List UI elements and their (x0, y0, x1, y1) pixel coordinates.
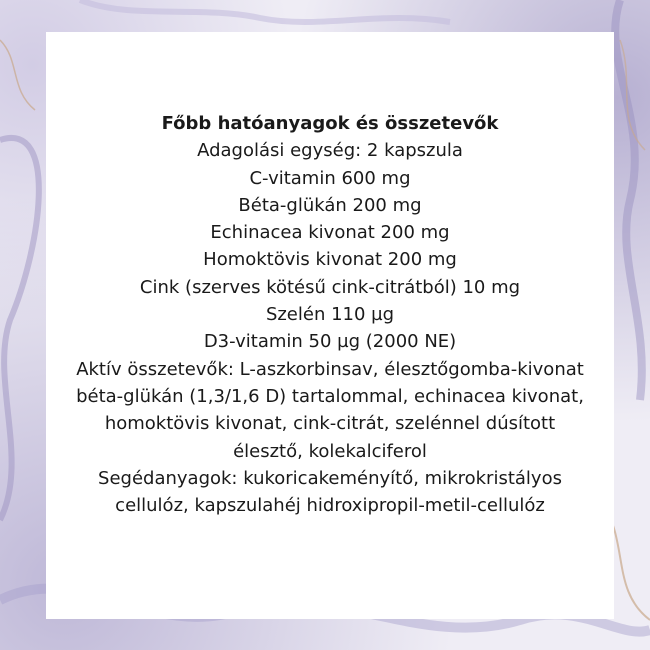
ingredients-card (46, 32, 614, 619)
ingredient-line: Echinacea kivonat 200 mg (210, 222, 450, 244)
ingredient-line: Aktív összetevők: L-aszkorbinsav, élesztőgomba-kivonat (76, 358, 584, 380)
ingredient-line: élesztő, kolekalciferol (233, 440, 427, 462)
ingredient-line: béta-glükán (1,3/1,6 D) tartalommal, echinacea kivonat, (76, 385, 584, 407)
ingredient-line: C-vitamin 600 mg (249, 167, 411, 189)
ingredient-line: D3-vitamin 50 µg (2000 NE) (203, 331, 457, 353)
ingredient-line: Adagolási egység: 2 kapszula (197, 140, 463, 162)
ingredients-text-block (46, 110, 614, 519)
ingredient-line: Béta-glükán 200 mg (238, 194, 422, 216)
ingredient-line: Segédanyagok: kukoricakeményítő, mikrokristályos (98, 467, 562, 489)
ingredient-line: Szelén 110 µg (265, 304, 395, 326)
ingredient-line: homoktövis kivonat, cink-citrát, szelénnel dúsított (104, 413, 556, 435)
ingredient-line: Cink (szerves kötésű cink-citrátból) 10 mg (139, 276, 521, 298)
ingredients-title: Főbb hatóanyagok és összetevők (161, 113, 499, 134)
ingredient-line: Homoktövis kivonat 200 mg (203, 249, 457, 271)
ingredient-line: cellulóz, kapszulahéj hidroxipropil-metil-cellulóz (115, 495, 545, 517)
